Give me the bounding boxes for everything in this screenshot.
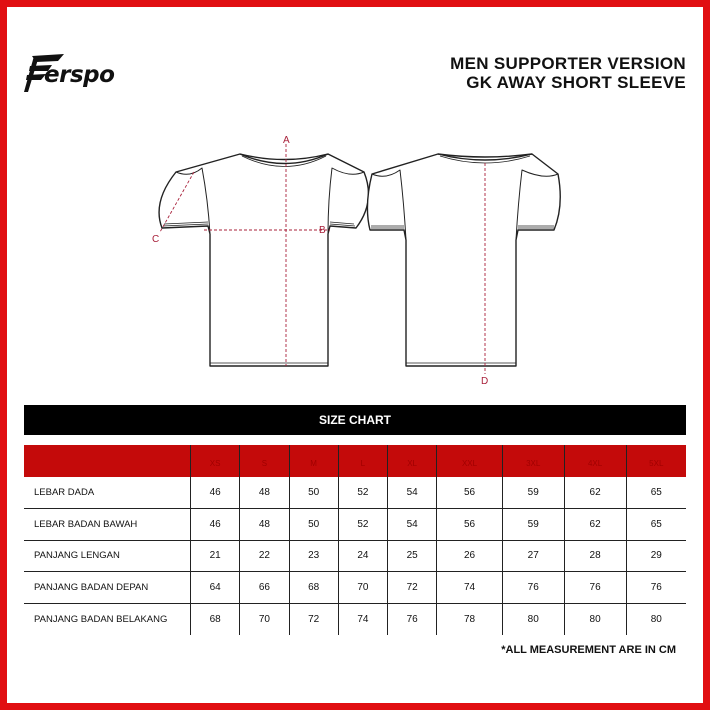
table-cell: 80 bbox=[502, 603, 564, 635]
row-label: LEBAR BADAN BAWAH bbox=[24, 509, 191, 541]
table-cell: 59 bbox=[502, 477, 564, 509]
table-cell: 46 bbox=[191, 509, 240, 541]
table-cell: 80 bbox=[564, 603, 626, 635]
table-cell: 72 bbox=[289, 603, 338, 635]
table-cell: 22 bbox=[240, 540, 289, 572]
table-cell: 65 bbox=[626, 509, 686, 541]
label-a: A bbox=[283, 135, 290, 146]
row-label: PANJANG LENGAN bbox=[24, 540, 191, 572]
table-cell: 29 bbox=[626, 540, 686, 572]
table-row bbox=[24, 572, 686, 604]
table-cell: 65 bbox=[626, 477, 686, 509]
table-cell: 23 bbox=[289, 540, 338, 572]
table-cell: 70 bbox=[240, 603, 289, 635]
table-cell: 52 bbox=[338, 477, 387, 509]
table-cell: 54 bbox=[388, 477, 437, 509]
table-cell: 50 bbox=[289, 509, 338, 541]
label-c: C bbox=[152, 234, 160, 245]
row-label: LEBAR DADA bbox=[24, 477, 191, 509]
table-cell: 70 bbox=[338, 572, 387, 604]
back-shirt-outline bbox=[367, 154, 560, 366]
product-title bbox=[450, 54, 686, 92]
size-header-xxl: XXL bbox=[437, 445, 503, 477]
table-cell: 62 bbox=[564, 477, 626, 509]
table-cell: 56 bbox=[437, 477, 503, 509]
table-cell: 25 bbox=[388, 540, 437, 572]
table-cell: 68 bbox=[289, 572, 338, 604]
table-cell: 68 bbox=[191, 603, 240, 635]
table-cell: 76 bbox=[502, 572, 564, 604]
size-header-4xl: 4XL bbox=[564, 445, 626, 477]
table-cell: 46 bbox=[191, 477, 240, 509]
table-cell: 56 bbox=[437, 509, 503, 541]
table-cell: 48 bbox=[240, 509, 289, 541]
table-cell: 72 bbox=[388, 572, 437, 604]
table-cell: 64 bbox=[191, 572, 240, 604]
shirt-diagrams bbox=[140, 130, 570, 390]
title-line-2: GK AWAY SHORT SLEEVE bbox=[466, 73, 686, 92]
table-cell: 24 bbox=[338, 540, 387, 572]
table-cell: 27 bbox=[502, 540, 564, 572]
title-line-1: MEN SUPPORTER VERSION bbox=[450, 54, 686, 73]
label-d: D bbox=[481, 376, 489, 387]
size-chart-table bbox=[24, 445, 686, 635]
size-header-5xl: 5XL bbox=[626, 445, 686, 477]
table-row bbox=[24, 509, 686, 541]
table-cell: 50 bbox=[289, 477, 338, 509]
label-b: B bbox=[319, 225, 326, 236]
table-cell: 62 bbox=[564, 509, 626, 541]
measurement-footnote: *ALL MEASUREMENT ARE IN CM bbox=[501, 644, 676, 656]
table-cell: 76 bbox=[626, 572, 686, 604]
table-cell: 80 bbox=[626, 603, 686, 635]
size-header-l: L bbox=[338, 445, 387, 477]
front-shirt-outline bbox=[159, 154, 368, 366]
size-header-blank bbox=[24, 445, 191, 477]
table-cell: 48 bbox=[240, 477, 289, 509]
table-cell: 78 bbox=[437, 603, 503, 635]
size-header-xs: XS bbox=[191, 445, 240, 477]
table-cell: 74 bbox=[437, 572, 503, 604]
size-chart-title: SIZE CHART bbox=[319, 413, 391, 427]
table-row bbox=[24, 603, 686, 635]
size-header-xl: XL bbox=[388, 445, 437, 477]
table-cell: 21 bbox=[191, 540, 240, 572]
size-chart-heading bbox=[24, 405, 686, 435]
erspo-logo bbox=[24, 52, 124, 94]
table-cell: 66 bbox=[240, 572, 289, 604]
size-header-3xl: 3XL bbox=[502, 445, 564, 477]
size-header-m: M bbox=[289, 445, 338, 477]
table-cell: 76 bbox=[388, 603, 437, 635]
table-cell: 54 bbox=[388, 509, 437, 541]
table-cell: 28 bbox=[564, 540, 626, 572]
table-cell: 76 bbox=[564, 572, 626, 604]
row-label: PANJANG BADAN DEPAN bbox=[24, 572, 191, 604]
brand-wordmark: erspo bbox=[44, 62, 115, 88]
row-label: PANJANG BADAN BELAKANG bbox=[34, 613, 168, 625]
size-header-row bbox=[24, 445, 686, 477]
table-row bbox=[24, 540, 686, 572]
size-header-s: S bbox=[240, 445, 289, 477]
table-row bbox=[24, 477, 686, 509]
table-cell: 59 bbox=[502, 509, 564, 541]
table-cell: 52 bbox=[338, 509, 387, 541]
table-cell: 74 bbox=[338, 603, 387, 635]
table-cell: 26 bbox=[437, 540, 503, 572]
